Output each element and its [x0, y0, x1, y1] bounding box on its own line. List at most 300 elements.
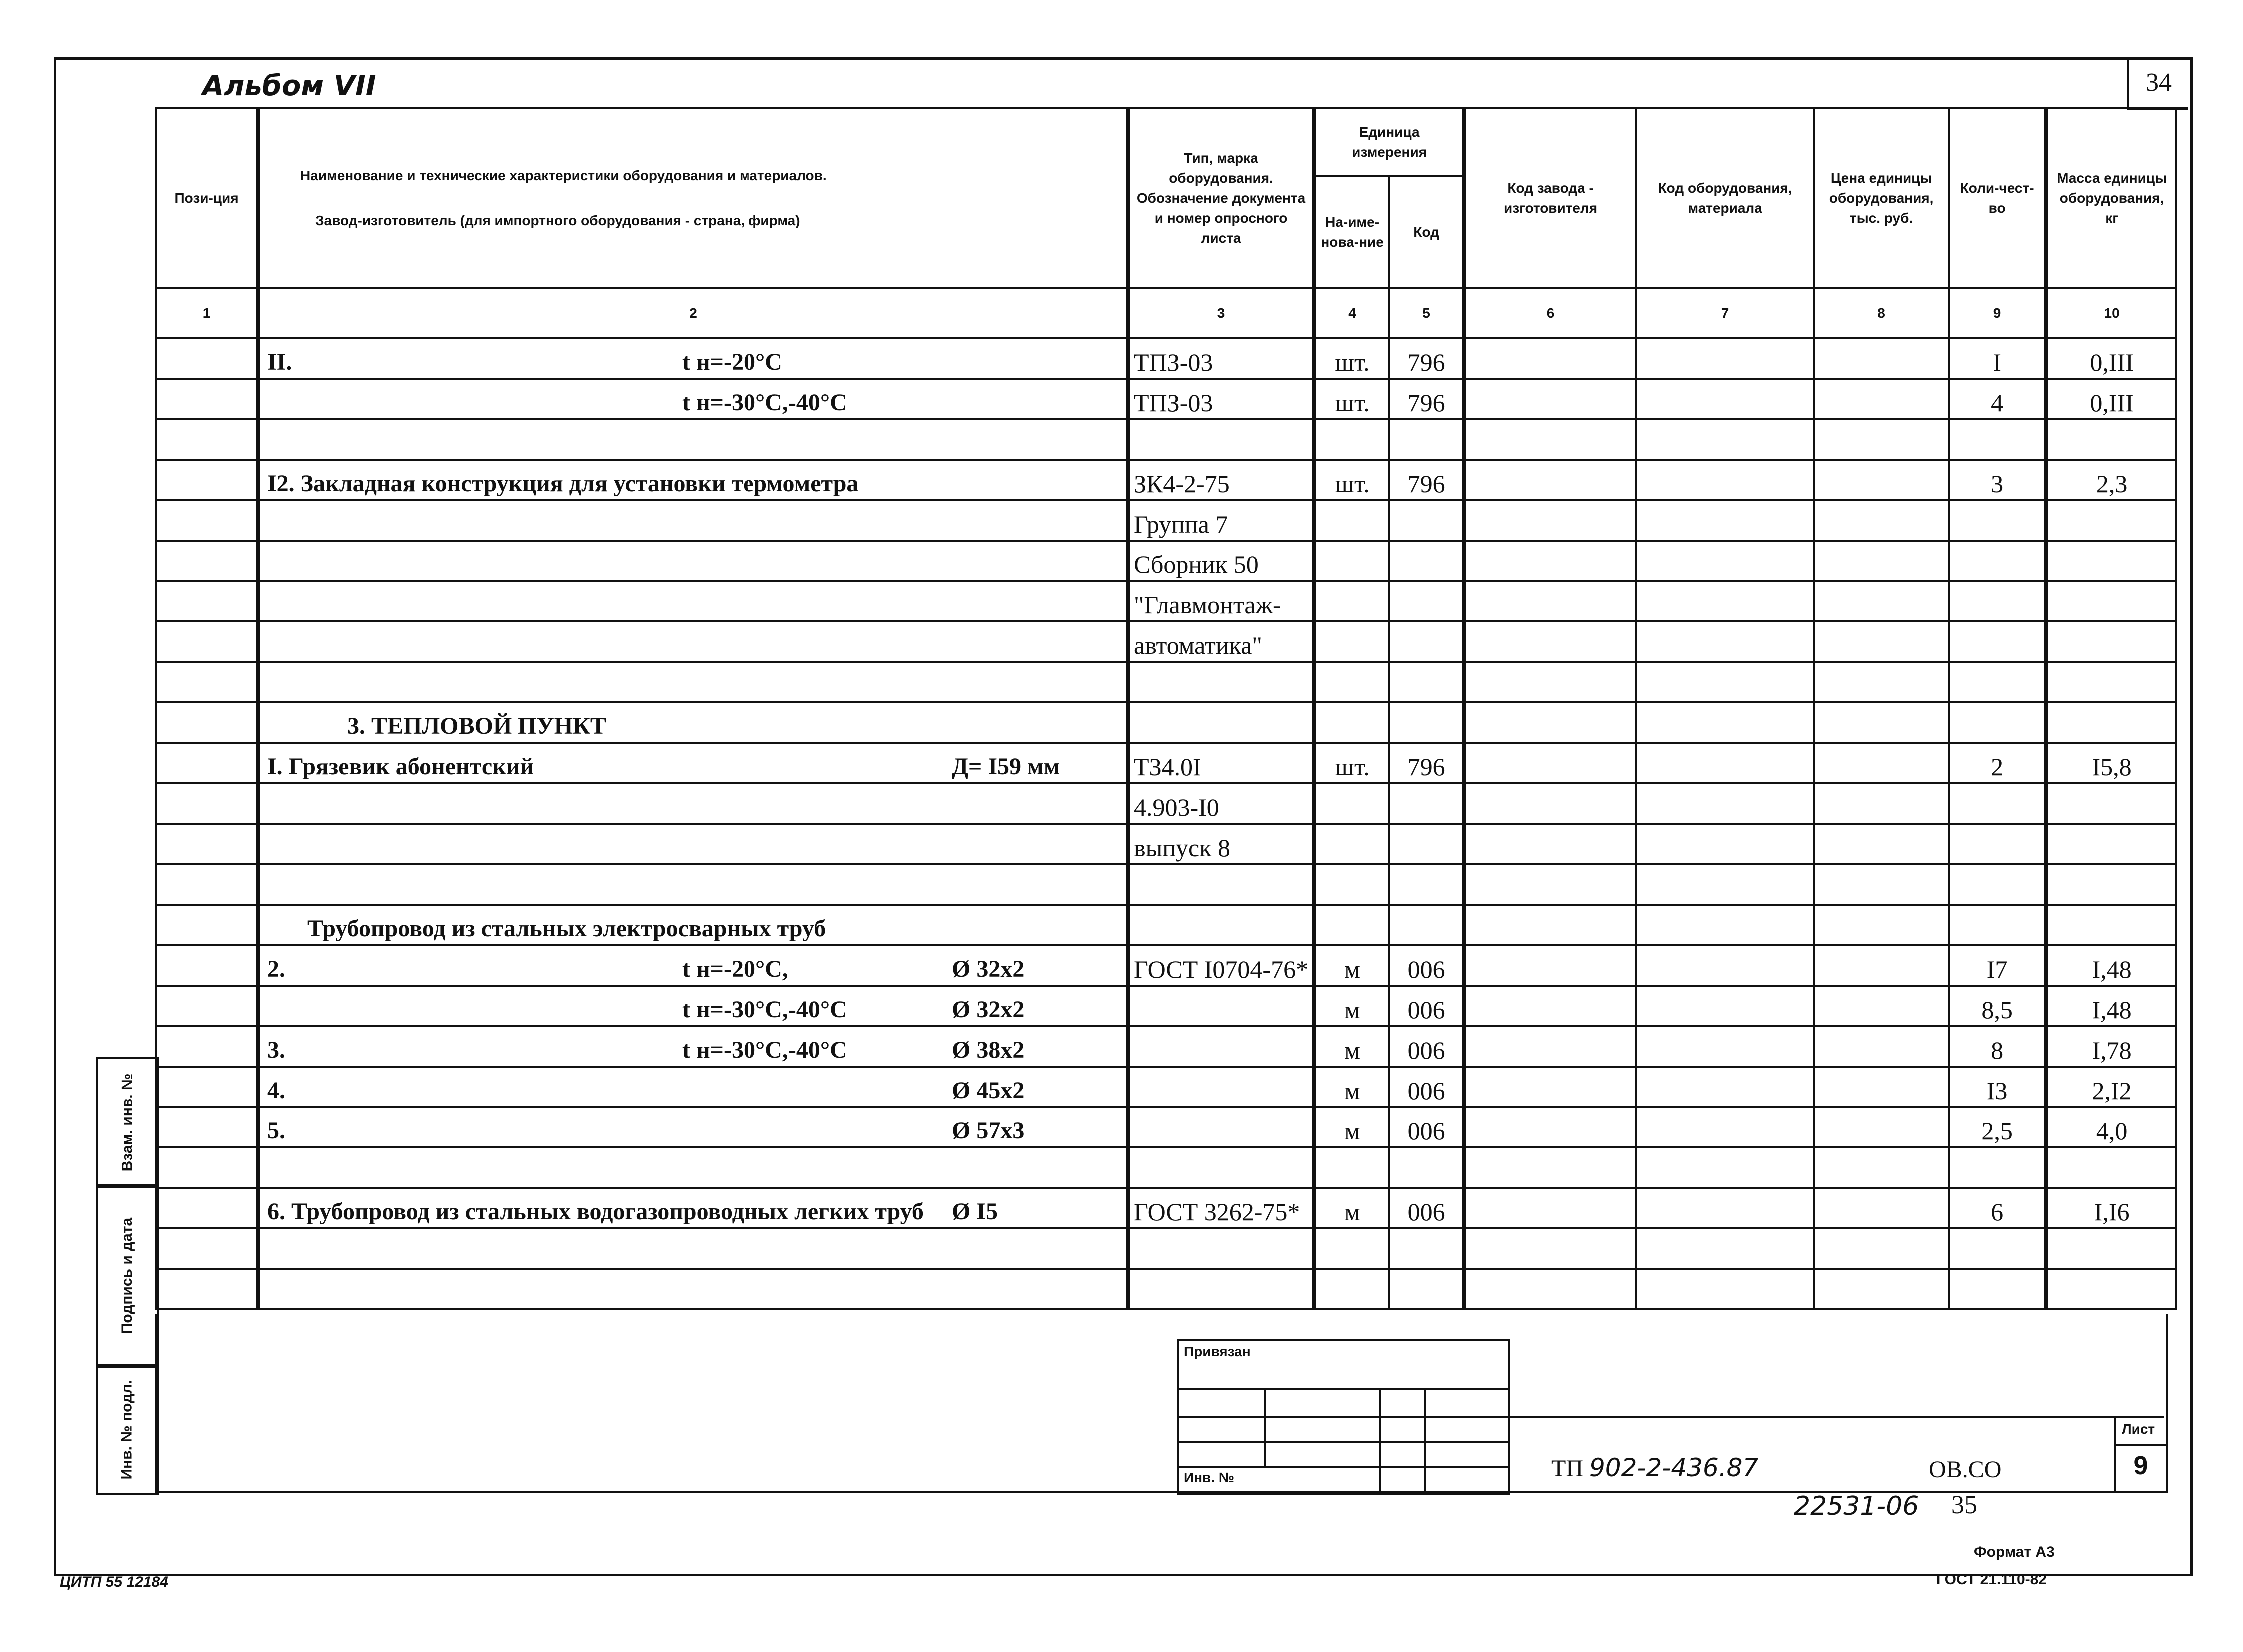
cell-empty	[1464, 541, 1636, 581]
project-code	[1551, 1453, 1758, 1482]
cell-pos	[156, 621, 258, 662]
cell-code: 006	[1389, 1107, 1464, 1147]
cell-empty	[1464, 1107, 1636, 1147]
cell-empty	[1464, 905, 1636, 945]
cell-qty: 4	[1949, 379, 2046, 419]
col-number-10: 10	[2046, 288, 2176, 338]
cell-pos	[156, 379, 258, 419]
cell-empty	[1464, 702, 1636, 743]
cell-name: 3.	[267, 1037, 285, 1063]
col-header-unit-name: На-име-нова-ние	[1314, 176, 1389, 288]
sidebar-inv-orig	[96, 1364, 159, 1495]
cell-name	[258, 1107, 1128, 1147]
cell-mass: I,I6	[2046, 1188, 2176, 1228]
cell-param: t н=-20°С	[682, 349, 782, 375]
cell-qty: I	[1949, 338, 2046, 379]
cell-empty	[1464, 824, 1636, 864]
cell-empty	[1636, 1188, 1814, 1228]
archive-number: 22531-06	[1794, 1491, 1919, 1521]
cell-code	[1389, 581, 1464, 621]
cell-empty	[1464, 1026, 1636, 1067]
title-block	[1506, 1416, 2164, 1493]
cell-doc: 4.903-I0	[1128, 783, 1314, 824]
table-row	[156, 1228, 2176, 1269]
cell-doc: Сборник 50	[1128, 541, 1314, 581]
sidebar-sign-date	[96, 1184, 159, 1368]
cell-name	[258, 986, 1128, 1026]
cell-mass: I5,8	[2046, 743, 2176, 783]
cell-empty	[1636, 1147, 1814, 1188]
cell-qty: 8,5	[1949, 986, 2046, 1026]
cell-empty	[1636, 905, 1814, 945]
cell-pos	[156, 541, 258, 581]
cell-unit: шт.	[1314, 460, 1389, 500]
cell-empty	[1814, 581, 1949, 621]
cell-mass: I,48	[2046, 945, 2176, 986]
cell-dia: Ø 38x2	[952, 1037, 1025, 1063]
cell-unit	[1314, 541, 1389, 581]
cell-empty	[1636, 621, 1814, 662]
table-row	[156, 864, 2176, 905]
cell-mass: 0,III	[2046, 338, 2176, 379]
cell-empty	[1814, 1188, 1949, 1228]
cell-doc: выпуск 8	[1128, 824, 1314, 864]
cell-name	[258, 379, 1128, 419]
col-header-name-line1: Наименование и технические характеристики оборудования и материалов.	[300, 168, 827, 183]
cell-pos	[156, 1228, 258, 1269]
cell-doc: Т34.0I	[1128, 743, 1314, 783]
cell-empty	[1636, 1067, 1814, 1107]
cell-name	[258, 864, 1128, 905]
cell-empty	[1636, 986, 1814, 1026]
col-header-name-line2: Завод-изготовитель (для импортного оборудования - страна, фирма)	[315, 213, 800, 228]
cell-empty	[1814, 743, 1949, 783]
cell-qty	[1949, 662, 2046, 702]
cell-empty	[1464, 338, 1636, 379]
cell-doc: автоматика"	[1128, 621, 1314, 662]
cell-name	[258, 1228, 1128, 1269]
cell-code	[1389, 500, 1464, 541]
cell-qty	[1949, 1269, 2046, 1309]
cell-qty: 8	[1949, 1026, 2046, 1067]
cell-unit	[1314, 419, 1389, 460]
cell-mass	[2046, 621, 2176, 662]
cell-empty	[1636, 581, 1814, 621]
cell-name	[258, 743, 1128, 783]
page-number-box	[2127, 57, 2188, 110]
cell-code	[1389, 419, 1464, 460]
cell-name	[258, 1026, 1128, 1067]
cell-name: 5.	[267, 1117, 285, 1144]
cell-unit: шт.	[1314, 379, 1389, 419]
privyazan-col-line-1	[1264, 1388, 1266, 1466]
cell-code: 006	[1389, 945, 1464, 986]
cell-qty	[1949, 419, 2046, 460]
cell-empty	[1636, 460, 1814, 500]
cell-empty	[1464, 945, 1636, 986]
cell-mass	[2046, 864, 2176, 905]
cell-mass: 2,I2	[2046, 1067, 2176, 1107]
col-number-8: 8	[1814, 288, 1949, 338]
cell-empty	[1636, 379, 1814, 419]
cell-doc	[1128, 864, 1314, 905]
table-row	[156, 419, 2176, 460]
cell-qty: 6	[1949, 1188, 2046, 1228]
cell-pos	[156, 743, 258, 783]
cell-empty	[1636, 419, 1814, 460]
cell-name: II.	[267, 349, 292, 375]
cell-code	[1389, 864, 1464, 905]
table-row	[156, 905, 2176, 945]
cell-unit: шт.	[1314, 743, 1389, 783]
cell-empty	[1814, 1147, 1949, 1188]
col-header-unit-code: Код	[1389, 176, 1464, 288]
cell-pos	[156, 460, 258, 500]
cell-qty	[1949, 783, 2046, 824]
cell-unit: м	[1314, 1067, 1389, 1107]
cell-doc	[1128, 1269, 1314, 1309]
cell-name	[258, 1188, 1128, 1228]
table-row	[156, 621, 2176, 662]
col-header-name	[258, 108, 1128, 288]
cell-code	[1389, 1269, 1464, 1309]
cell-code: 006	[1389, 986, 1464, 1026]
cell-dia: Ø 32x2	[952, 996, 1025, 1023]
cell-pos	[156, 1269, 258, 1309]
cell-unit: м	[1314, 986, 1389, 1026]
col-number-3: 3	[1128, 288, 1314, 338]
cell-name: 2.	[267, 956, 285, 982]
cell-qty	[1949, 1228, 2046, 1269]
cell-doc	[1128, 1026, 1314, 1067]
privyazan-label: Привязан	[1184, 1344, 1251, 1359]
cell-empty	[1636, 743, 1814, 783]
cell-empty	[1464, 1228, 1636, 1269]
cell-unit: шт.	[1314, 338, 1389, 379]
cell-empty	[1814, 783, 1949, 824]
table-row	[156, 824, 2176, 864]
cell-doc	[1128, 1067, 1314, 1107]
cell-empty	[1814, 500, 1949, 541]
cell-empty	[1464, 1147, 1636, 1188]
cell-doc: ТПЗ-03	[1128, 379, 1314, 419]
cell-code	[1389, 824, 1464, 864]
footer-left-code: ЦИТП 55 12184	[60, 1574, 168, 1590]
cell-empty	[1636, 1228, 1814, 1269]
cell-doc: ГОСТ 3262-75*	[1128, 1188, 1314, 1228]
cell-empty	[1636, 500, 1814, 541]
cell-name: 4.	[267, 1077, 285, 1103]
cell-mass	[2046, 905, 2176, 945]
specification-table	[155, 107, 2177, 1310]
cell-mass	[2046, 541, 2176, 581]
cell-empty	[1814, 541, 1949, 581]
cell-name	[258, 419, 1128, 460]
cell-empty	[1464, 581, 1636, 621]
cell-empty	[1814, 338, 1949, 379]
cell-unit: м	[1314, 945, 1389, 986]
footer-format: Формат А3	[1974, 1544, 2055, 1560]
cell-unit	[1314, 621, 1389, 662]
sheet-box-divider	[2116, 1444, 2166, 1446]
cell-mass	[2046, 824, 2176, 864]
project-code-number: 902-2-436.87	[1589, 1453, 1759, 1482]
cell-param: t н=-30°С,-40°С	[682, 389, 847, 416]
cell-code: 796	[1389, 743, 1464, 783]
cell-mass	[2046, 581, 2176, 621]
cell-mass: 2,3	[2046, 460, 2176, 500]
privyazan-row-line-3	[1179, 1441, 1508, 1443]
cell-name	[258, 945, 1128, 986]
cell-name	[258, 500, 1128, 541]
cell-empty	[1636, 945, 1814, 986]
cell-qty	[1949, 541, 2046, 581]
cell-pos	[156, 864, 258, 905]
cell-qty	[1949, 500, 2046, 541]
table-row	[156, 1147, 2176, 1188]
cell-code	[1389, 905, 1464, 945]
cell-pos	[156, 1147, 258, 1188]
cell-empty	[1464, 986, 1636, 1026]
cell-doc: Группа 7	[1128, 500, 1314, 541]
cell-empty	[1814, 1026, 1949, 1067]
cell-empty	[1636, 702, 1814, 743]
cell-dia: Ø 32x2	[952, 956, 1025, 982]
archive-page: 35	[1951, 1491, 1977, 1519]
cell-mass: 0,III	[2046, 379, 2176, 419]
cell-qty	[1949, 824, 2046, 864]
cell-empty	[1814, 1067, 1949, 1107]
sheet-label: Лист	[2122, 1421, 2155, 1437]
cell-pos	[156, 662, 258, 702]
cell-pos	[156, 581, 258, 621]
col-number-6: 6	[1464, 288, 1636, 338]
cell-pos	[156, 1067, 258, 1107]
cell-unit	[1314, 824, 1389, 864]
table-row	[156, 460, 2176, 500]
col-header-type: Тип, марка оборудования. Обозначение документа и номер опросного листа	[1128, 108, 1314, 288]
cell-name	[258, 338, 1128, 379]
cell-unit	[1314, 1147, 1389, 1188]
cell-name: 6. Трубопровод из стальных водогазопроводных легких труб	[267, 1198, 924, 1225]
cell-empty	[1636, 1269, 1814, 1309]
cell-unit	[1314, 1228, 1389, 1269]
cell-empty	[1814, 1269, 1949, 1309]
col-number-9: 9	[1949, 288, 2046, 338]
col-number-2: 2	[258, 288, 1128, 338]
cell-mass: 4,0	[2046, 1107, 2176, 1147]
cell-pos	[156, 945, 258, 986]
cell-mass: I,78	[2046, 1026, 2176, 1067]
cell-unit: м	[1314, 1107, 1389, 1147]
cell-empty	[1814, 945, 1949, 986]
cell-qty	[1949, 864, 2046, 905]
cell-unit: м	[1314, 1026, 1389, 1067]
cell-empty	[1464, 864, 1636, 905]
table-row	[156, 702, 2176, 743]
cell-doc: "Главмонтаж-	[1128, 581, 1314, 621]
cell-empty	[1464, 460, 1636, 500]
cell-pos	[156, 986, 258, 1026]
cell-qty: 2	[1949, 743, 2046, 783]
cell-mass	[2046, 783, 2176, 824]
col-number-7: 7	[1636, 288, 1814, 338]
table-row	[156, 1188, 2176, 1228]
col-number-5: 5	[1389, 288, 1464, 338]
cell-unit	[1314, 662, 1389, 702]
cell-mass	[2046, 1269, 2176, 1309]
sheet-box	[2114, 1418, 2166, 1493]
cell-code	[1389, 541, 1464, 581]
cell-pos	[156, 702, 258, 743]
cell-mass	[2046, 662, 2176, 702]
cell-name	[258, 1269, 1128, 1309]
footer-gost: ГОСТ 21.110-82	[1936, 1571, 2047, 1588]
col-header-mass: Масса единицы оборудования, кг	[2046, 108, 2176, 288]
table-row	[156, 1107, 2176, 1147]
cell-qty	[1949, 1147, 2046, 1188]
cell-empty	[1464, 1188, 1636, 1228]
cell-qty: 2,5	[1949, 1107, 2046, 1147]
table-row	[156, 783, 2176, 824]
cell-pos	[156, 500, 258, 541]
cell-pos	[156, 1107, 258, 1147]
cell-empty	[1814, 460, 1949, 500]
cell-param: t н=-20°С,	[682, 956, 788, 982]
cell-pos	[156, 824, 258, 864]
cell-code	[1389, 662, 1464, 702]
col-header-price: Цена единицы оборудования, тыс. руб.	[1814, 108, 1949, 288]
cell-qty: I3	[1949, 1067, 2046, 1107]
cell-name	[298, 905, 1168, 945]
cell-empty	[1464, 621, 1636, 662]
table-row	[156, 338, 2176, 379]
specification-rows	[156, 338, 2176, 1309]
sheet-number: 9	[2133, 1451, 2148, 1480]
cell-code	[1389, 1228, 1464, 1269]
cell-code	[1389, 783, 1464, 824]
col-header-unit-group: Единица измерения	[1314, 108, 1464, 176]
cell-empty	[1636, 338, 1814, 379]
cell-empty	[1636, 662, 1814, 702]
privyazan-stamp	[1177, 1339, 1510, 1495]
cell-name	[258, 662, 1128, 702]
cell-dia: Ø 45x2	[952, 1077, 1025, 1103]
cell-empty	[1814, 986, 1949, 1026]
table-row	[156, 1269, 2176, 1309]
sidebar-inv-orig-label: Инв. № подл.	[119, 1379, 135, 1480]
cell-empty	[1636, 824, 1814, 864]
page-number: 34	[2146, 68, 2172, 97]
cell-qty: 3	[1949, 460, 2046, 500]
cell-name: Трубопровод из стальных электросварных труб	[307, 915, 826, 942]
cell-empty	[1464, 500, 1636, 541]
cell-doc: ГОСТ I0704-76*	[1128, 945, 1314, 986]
cell-mass	[2046, 1147, 2176, 1188]
privyazan-row-line-2	[1179, 1416, 1508, 1418]
col-header-maker-code: Код завода - изготовителя	[1464, 108, 1636, 288]
cell-doc	[1128, 1228, 1314, 1269]
table-row	[156, 581, 2176, 621]
table-row	[156, 379, 2176, 419]
cell-qty	[1949, 702, 2046, 743]
cell-dia: Ø 57x3	[952, 1117, 1025, 1144]
cell-empty	[1464, 1067, 1636, 1107]
privyazan-col-line-3	[1424, 1388, 1426, 1493]
cell-pos	[156, 1026, 258, 1067]
cell-empty	[1636, 783, 1814, 824]
cell-empty	[1464, 379, 1636, 419]
cell-name	[338, 702, 1208, 743]
cell-empty	[1814, 419, 1949, 460]
cell-code: 796	[1389, 379, 1464, 419]
cell-pos	[156, 419, 258, 460]
cell-doc	[1128, 662, 1314, 702]
col-header-position: Пози-ция	[156, 108, 258, 288]
cell-name	[258, 1147, 1128, 1188]
cell-code	[1389, 702, 1464, 743]
cell-name: I. Грязевик абонентский	[267, 753, 534, 780]
cell-name	[258, 541, 1128, 581]
cell-name	[258, 783, 1128, 824]
cell-name	[258, 1067, 1128, 1107]
cell-name	[258, 621, 1128, 662]
cell-code: 796	[1389, 460, 1464, 500]
inv-no-label: Инв. №	[1184, 1470, 1235, 1485]
cell-pos	[156, 905, 258, 945]
col-header-equipment-code: Код оборудования, материала	[1636, 108, 1814, 288]
cell-name	[258, 824, 1128, 864]
cell-unit	[1314, 864, 1389, 905]
cell-empty	[1464, 1269, 1636, 1309]
cell-empty	[1814, 1228, 1949, 1269]
cell-empty	[1814, 864, 1949, 905]
cell-code	[1389, 621, 1464, 662]
cell-name: I2. Закладная конструкция для установки термометра	[267, 470, 859, 497]
cell-mass	[2046, 1228, 2176, 1269]
cell-empty	[1814, 379, 1949, 419]
cell-doc	[1128, 419, 1314, 460]
cell-code: 796	[1389, 338, 1464, 379]
cell-doc	[1128, 986, 1314, 1026]
cell-empty	[1464, 743, 1636, 783]
cell-empty	[1464, 662, 1636, 702]
cell-empty	[1814, 824, 1949, 864]
sidebar-vzam-inv-label: Взам. инв. №	[119, 1073, 136, 1171]
cell-mass: I,48	[2046, 986, 2176, 1026]
cell-empty	[1814, 905, 1949, 945]
cell-code: 006	[1389, 1067, 1464, 1107]
cell-doc: ЗК4-2-75	[1128, 460, 1314, 500]
cell-unit	[1314, 500, 1389, 541]
cell-qty	[1949, 905, 2046, 945]
cell-unit: м	[1314, 1188, 1389, 1228]
cell-pos	[156, 1188, 258, 1228]
cell-qty	[1949, 581, 2046, 621]
table-row	[156, 1026, 2176, 1067]
cell-code	[1389, 1147, 1464, 1188]
cell-empty	[1814, 621, 1949, 662]
cell-empty	[1636, 864, 1814, 905]
table-row	[156, 500, 2176, 541]
table-row	[156, 541, 2176, 581]
cell-doc	[1128, 1147, 1314, 1188]
table-row	[156, 743, 2176, 783]
privyazan-col-line-2	[1379, 1388, 1381, 1493]
cell-code: 006	[1389, 1026, 1464, 1067]
document-mark: ОВ.СО	[1929, 1456, 2002, 1483]
privyazan-row-line-4	[1179, 1466, 1508, 1468]
